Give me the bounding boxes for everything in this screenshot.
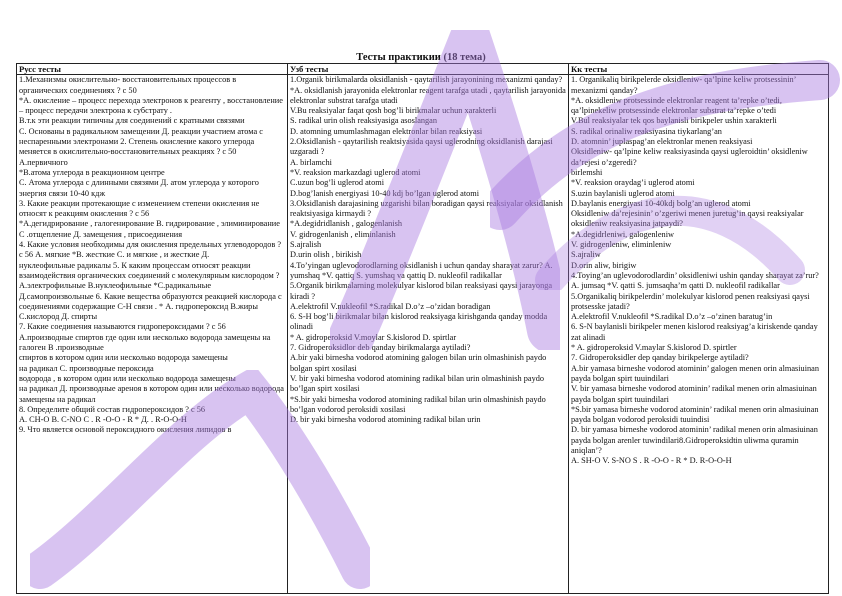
test-line: S. radikal urin olish reaksiyasiga asoslangan bbox=[290, 116, 438, 126]
test-line: D. atomning umumlashmagan elektronlar bilan reaksiyasi bbox=[290, 126, 483, 136]
test-line: С. Атома углерода с длинными связями Д. атом углерода у которого энергия связи 10-40 кдж bbox=[19, 178, 259, 198]
test-line: 1. Organikaliq birikpelerde oksidleniw- qa’lpine keliw protsessinin’ mexanizmi qanday? bbox=[571, 75, 796, 95]
test-line: A.bir yamasa birneshe vodorod atominin’ galogen menen orin almasiuinan payda bolgan spirt tuuindilari bbox=[571, 363, 819, 383]
test-line: А. СН-О В. С-NO С . R -О-О - R * Д. . R-О-О-Н bbox=[19, 415, 187, 425]
test-line: спиртов в котором один или несколько водорода замещены bbox=[19, 353, 228, 363]
test-line: 7. Какие соединения называются гидропероксидами ? с 56 bbox=[19, 322, 226, 332]
test-line: A.elektrofil V.nukleofil *S.radikal D.o’z –o’zinen baratug’in bbox=[571, 312, 773, 322]
karakalpak-tests-text bbox=[571, 75, 826, 593]
test-line: *A. oksidlanish jarayonida elektronlar reagent tarafga utadi , qaytarilish jarayonida elektronlar substrat tarafga utadi bbox=[290, 85, 566, 105]
test-line: V. gidrogenleniw, eliminleniw bbox=[571, 240, 672, 250]
test-line: *S.bir yaki birnesha vodorod atomining radikal bilan urin olmashinish paydo bo’lgan vodorod peroksidi xosilasi bbox=[290, 394, 546, 414]
test-line: 7. Gidroperoksidlor deb qanday birikmalarga aytiladi? bbox=[290, 343, 471, 353]
test-line: 3. Какие реакции протекающие с изменением степени окисления не относят к реакциям окисления ? с 56 bbox=[19, 198, 260, 219]
column-header-ru: Русс тесты bbox=[17, 64, 288, 75]
test-line: A.bir yaki birnesha vodorod atomining galogen bilan urin olmashinish paydo bolgan spirt xosilasi bbox=[290, 353, 547, 373]
test-line: на радикал С. производные пероксида bbox=[19, 363, 154, 373]
test-line: S.ajralish bbox=[290, 240, 322, 250]
test-line: 6. S-N baylanisli birikpeler menen kislorod reaksiyag’a kiriskende qanday zat alinadi bbox=[571, 322, 818, 342]
test-line: С .отщепление Д. замещения , присоединения bbox=[19, 229, 183, 239]
column-header-uz: Узб тесты bbox=[288, 64, 569, 75]
russian-tests-cell bbox=[17, 75, 288, 594]
test-line: С. Основаны в радикальном замещении Д. реакции участием атома с неспаренными электронами 2. Степень окисление какого углерода меняется в окислительно-восстановительных реакциях ? с 50 А.первичного bbox=[19, 126, 263, 167]
test-line: D.baylanis energiyasi 10-40kdj bolg’an uglerod atomi bbox=[571, 198, 751, 208]
test-line: C.uzun bog’li uglerod atomi bbox=[290, 178, 385, 188]
test-line: А.производные спиртов где один или несколько водорода замещены на галоген В .производные bbox=[19, 332, 271, 353]
test-line: *A.degidrleniwi, galogenleniw bbox=[571, 229, 674, 239]
test-line: В.т.к эти реакции типичны для соединений с кратными связями bbox=[19, 116, 245, 126]
test-line: 1.Механизмы окислительно- восстановительных процессов в органических соединениях ? с 50 bbox=[19, 75, 237, 95]
test-line: A. birlamchi bbox=[290, 157, 332, 167]
test-line: V. gidrogenlanish , eliminlanish bbox=[290, 229, 396, 239]
test-line: А.электрофильные В.нуклеофильные *С.радикальные bbox=[19, 281, 211, 291]
column-header-kk: Кк тесты bbox=[569, 64, 829, 75]
test-line: *А.дегидрирование , галогенирование В. гидрирование , элиминирование bbox=[19, 219, 280, 229]
test-line: Oksidleniw- qa’lpine keliw reaksiyasinda qaysi ugleroidtin’ oksidleniw da’rejesi o’zgeredi? bbox=[571, 147, 808, 167]
test-line: D. bir yamasa birneshe vodorod atominin’ radikal menen orin almasiuinan payda bolgan arenler tuwindilari8.Gidroperoksidtin uliwma quramin aniqlan’? bbox=[571, 425, 818, 455]
uzbek-tests-text bbox=[290, 75, 566, 593]
test-line: 5.Organik birikmalarning molekulyar kislorod bilan reaksiyasi qaysi jarayonga kiradi ? bbox=[290, 281, 553, 301]
test-line: * A. gidroperoksid V.maylar S.kislorod D. spirtler bbox=[571, 343, 737, 353]
test-line: D.bog’lanish energiyasi 10-40 kdj bo’lgan uglerod atomi bbox=[290, 188, 480, 198]
test-line: *A.degidridlanish , galogenlanish bbox=[290, 219, 402, 229]
test-line: *V. reaksion markazdagi uglerod atomi bbox=[290, 167, 421, 177]
test-line: *A. oksidleniw protsessinde elektronlar reagent ta’repke o’tedi, qa’lpinekeliw protsessinde elektronlar substrat ta’repke o’tedi bbox=[571, 95, 782, 116]
page-title: Тесты практикии (18 тема) bbox=[356, 52, 486, 63]
test-line: birlemshi bbox=[571, 167, 603, 177]
test-line: 9. Что является основой пероксидного окисления липидов в bbox=[19, 425, 232, 435]
test-line: D. bir yaki birnesha vodorod atomining radikal bilan urin bbox=[290, 415, 481, 425]
test-line: 7. Gidroperoksidler dep qanday birikpelerge aytiladi? bbox=[571, 353, 749, 363]
test-line: 8. Определите общий состав гидропероксидов ? с 56 bbox=[19, 404, 206, 414]
test-line: * A. gidroperoksid V.moylar S.kislorod D. spirtlar bbox=[290, 332, 457, 342]
test-line: 3.Oksidlanish darajasining uzgarishi bilan boradigan qaysi reaksiyalar oksidlanish reaktsiyasiga kirmaydi ? bbox=[290, 198, 563, 219]
test-line: S.uzin baylanisli uglerod atomi bbox=[571, 188, 675, 198]
test-line: D. atomnin’ juplaspag’an elektronlar menen reaksiyasi bbox=[571, 137, 753, 147]
test-line: D.urin olish , birikish bbox=[290, 250, 362, 260]
test-line: D.orin aliw, birigiw bbox=[571, 260, 637, 270]
uzbek-tests-cell bbox=[288, 75, 569, 594]
test-line: на радикал Д. производные ареноя в котором один или несколько водорода замещены на радикал bbox=[19, 384, 284, 404]
test-line: A.elektrofil V.nukleofil *S.radikal D.o’z –o’zidan boradigan bbox=[290, 301, 491, 311]
test-line: *S.bir yamasa birneshe vodorod atominin’ radikal menen orin almasiuinan payda bolgan vodorod peroksidi tuuindisi bbox=[571, 404, 819, 425]
test-line: *В.атома углерода в реакционном центре bbox=[19, 167, 165, 177]
table-body-row bbox=[17, 75, 829, 594]
test-line: *А. окисление – процесс перехода электронов к реагенту , восстановление – процесс передачи электрона к субстрату . bbox=[19, 95, 283, 116]
test-line: Д.самопроизвольные 6. Какие вещества образуются реакцией кислорода с соединениями содержащие С-Н связи . * А. гидропероксид В.жиры bbox=[19, 291, 282, 311]
table-header-row bbox=[17, 64, 829, 75]
test-line: С.кислород Д. спирты bbox=[19, 312, 98, 322]
test-line: Oksidleniw da’rejesinin’ o’zgeriwi menen juretug’in qaysi reaksiyalar oksidleniw reaksiyasina jatpaydi? bbox=[571, 209, 804, 229]
test-line: водорода , в котором один или несколько водорода замещены bbox=[19, 373, 236, 383]
test-line: *V. reaksion oraydag’i uglerod atomi bbox=[571, 178, 695, 188]
test-line: 4.Toying’an uglevodorodlardin’ oksidleniwi ushin qanday sharayat za’rur? A. jumsaq *V. qatti S. jumsaqha’m qatti D. nukleofil radikallar bbox=[571, 270, 819, 291]
test-line: 5.Organikaliq birikpelerdin’ molekulyar kislorod penen reaksiyasi qaysi protsesske jatadi? bbox=[571, 291, 810, 311]
test-line: V.Bu reaksiyalar faqat qosh bog’li birikmalar uchun xarakterli bbox=[290, 106, 497, 116]
test-line: V.Bul reaksiyalar tek qos baylanisli birikpeler ushin xarakterli bbox=[571, 116, 777, 126]
test-line: нуклеофильные радикалы 5. К каким процессам относят реакции взаимодействия органических соединений с молекулярным кислородом ? bbox=[19, 260, 280, 280]
test-line: S. radikal orinaliw reaksiyasina tiykarlang’an bbox=[571, 126, 722, 136]
test-line: 4.To’yingan uglevodorodlarning oksidlanish i uchun qanday sharayat zarur? A. yumshaq *V. qattiq S. yumshaq va qattiq D. nukleofil radikallar bbox=[290, 260, 553, 280]
test-line: V. bir yaki birnesha vodorod atomining radikal bilan urin olmashinish paydo bo’lgan spirt xosilasi bbox=[290, 373, 545, 394]
test-line: 4. Какие условия необходимы для окисления предельных углеводородов ? с 56 А. мягкие *В. жесткие С. и мягкие , и жесткие Д. bbox=[19, 240, 282, 260]
test-line: V. bir yamasa birneshe vodorod atominin’ radikal menen orin almasiuinan payda bolgan spirt tuuindilari bbox=[571, 384, 817, 404]
karakalpak-tests-cell bbox=[569, 75, 829, 594]
test-line: 6. S-H bog’li birikmalar bilan kislorod reaksiyaga kirishganda qanday modda olinadi bbox=[290, 312, 548, 332]
russian-tests-text bbox=[19, 75, 285, 593]
test-line: 2.Oksidlanish - qaytarilish reaktsiyasida qaysi uglerodning oksidlanish darajasi uzgaradi ? bbox=[290, 137, 553, 157]
test-line: A. SH-O V. S-NO S . R -O-O - R * D. R-O-O-H bbox=[571, 456, 732, 466]
tests-table bbox=[16, 63, 829, 594]
test-line: S.ajraliw bbox=[571, 250, 601, 260]
test-line: 1.Organik birikmalarda oksidlanish - qaytarilish jarayonining mexanizmi qanday? bbox=[290, 75, 563, 85]
